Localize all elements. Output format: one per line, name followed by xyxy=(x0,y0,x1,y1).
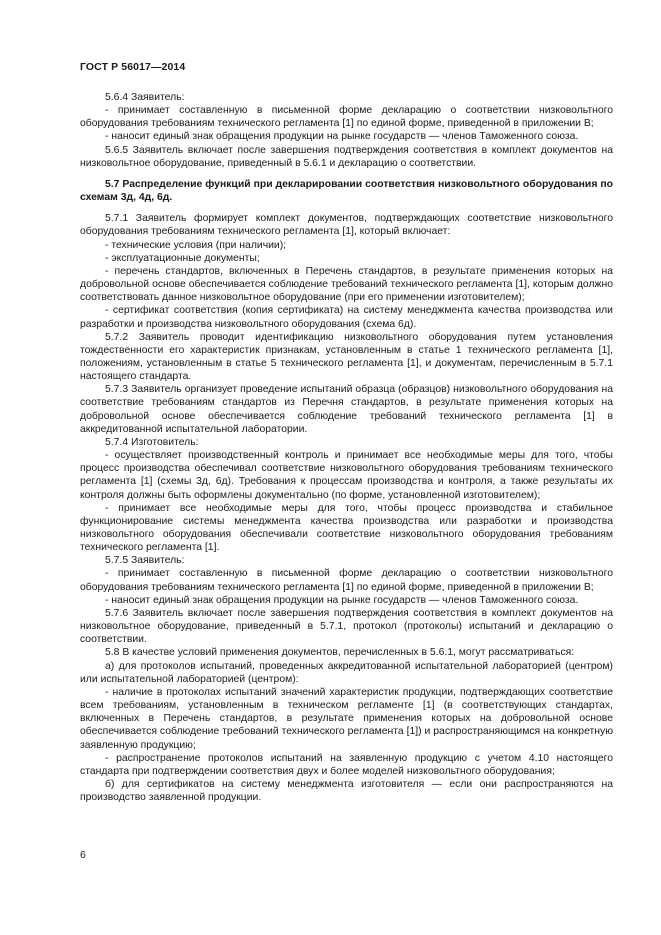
clause-5-6-4: 5.6.4 Заявитель: xyxy=(105,92,185,103)
list-item: - принимает составленную в письменной форме декларацию о соответствии низковольтного оборудования требованиям технического регламента [1] по единой форме, приведенной в приложении В; xyxy=(80,105,613,130)
clause-5-6-5: 5.6.5 Заявитель включает после завершения подтверждения соответствия в комплект документов на низковольтное оборудование, приведенный в 5.6.1 и декларацию о соответствии. xyxy=(80,144,613,169)
clause-5-7-1: 5.7.1 Заявитель формирует комплект документов, подтверждающих соответствие низковольтного оборудования требованиям технического регламента [1], который включает: xyxy=(80,213,613,238)
list-item: б) для сертификатов на систему менеджмента изготовителя — если они распространяются на производство заявленной продукции. xyxy=(80,778,613,804)
clause-5-7-6: 5.7.6 Заявитель включает после завершения подтверждения соответствия в комплект документов на низковольтное оборудование, приведенный в 5.7.1, протокол (протоколы) испытаний и декларацию о соответствии. xyxy=(80,607,613,646)
list-item: - наносит единый знак обращения продукции на рынке государств — членов Таможенного союза. xyxy=(105,594,579,606)
section-heading-5-7: 5.7 Распределение функций при декларировании соответствия низковольтного оборудования по схемам 3д, 4д, 6д. xyxy=(80,178,613,204)
document-header: ГОСТ Р 56017—2014 xyxy=(80,61,186,73)
list-item: - эксплуатационные документы; xyxy=(105,252,260,264)
clause-5-7-4: 5.7.4 Изготовитель: xyxy=(105,436,199,448)
list-item: - принимает все необходимые меры для того, чтобы процесс производства и стабильное функционирование системы менеджмента качества производства или разработки и производства низковольтного оборудования обеспечивали соответствие низковольтного оборудования требованиям технического регламента [1]. xyxy=(80,502,613,554)
clause-5-8: 5.8 В качестве условий применения документов, перечисленных в 5.6.1, могут рассматриваться: xyxy=(105,647,575,659)
clause-5-7-3: 5.7.3 Заявитель организует проведение испытаний образца (образцов) низковольтного оборудования на соответствие требованиям стандартов из Перечня стандартов, в результате применения которых на добровольной основе обеспечивается соблюдение требований технического регламента [1] в аккредитованной испытательной лаборатории. xyxy=(80,384,613,435)
spacer xyxy=(80,204,613,212)
list-item: - наносит единый знак обращения продукции на рынке государств — членов Таможенного союза. xyxy=(105,131,579,143)
list-item: - сертификат соответствия (копия сертификата) на систему менеджмента качества производства или разработки и производства низковольтного оборудования (схема 6д). xyxy=(80,305,613,330)
list-item: - технические условия (при наличии); xyxy=(105,239,287,251)
list-item: - распространение протоколов испытаний на заявленную продукцию с учетом 4.10 настоящего стандарта при подтверждении соответствия двух и более моделей низковольтного оборудования; xyxy=(80,752,613,777)
clause-5-7-2: 5.7.2 Заявитель проводит идентификацию низковольтного оборудования путем установления тождественности его характеристик признакам, установленным в статье 1 технического регламента [1], положениям, установленным в статье 5 технического регламента [1], и документам, перечисленным в 5.7.1 настоящего стандарта. xyxy=(80,331,613,383)
list-item: - перечень стандартов, включенных в Перечень стандартов, в результате применения которых на добровольной основе обеспечивается соблюдение требований технического регламента [1], которым должно соответствовать данное низковольтное оборудование (при его применении изготовителем); xyxy=(80,265,613,304)
clause-5-7-5: 5.7.5 Заявитель: xyxy=(105,555,185,567)
list-item: - принимает составленную в письменной форме декларацию о соответствии низковольтного оборудования требованиям технического регламента [1] по единой форме, приведенной в приложении В; xyxy=(80,568,613,593)
page-number: 6 xyxy=(80,849,86,861)
list-item: а) для протоколов испытаний, проведенных аккредитованной испытательной лабораторией (центром) или испытательной лабораторией (центром): xyxy=(80,660,613,685)
spacer xyxy=(80,170,613,178)
document-body xyxy=(80,91,613,804)
list-item: - наличие в протоколах испытаний значений характеристик продукции, подтверждающих соответствие всем требованиям, установленным в техническом регламенте [1] (в соответствующих стандартах, включенных в Перечень стандартов, в результате применения которых на добровольной основе обеспечивается соблюдение требований технического регламента [1]) и распространяющимся на конкретную заявленную продукцию; xyxy=(80,686,613,751)
list-item: - осуществляет производственный контроль и принимает все необходимые меры для того, чтобы процесс производства обеспечивал соответствие низковольтного оборудования требованиям технического регламента [1] (схемы 3д, 6д). Требования к процессам производства и контроля, а также результаты их контроля должны быть оформлены документально (по форме, установленной изготовителем); xyxy=(80,450,613,501)
